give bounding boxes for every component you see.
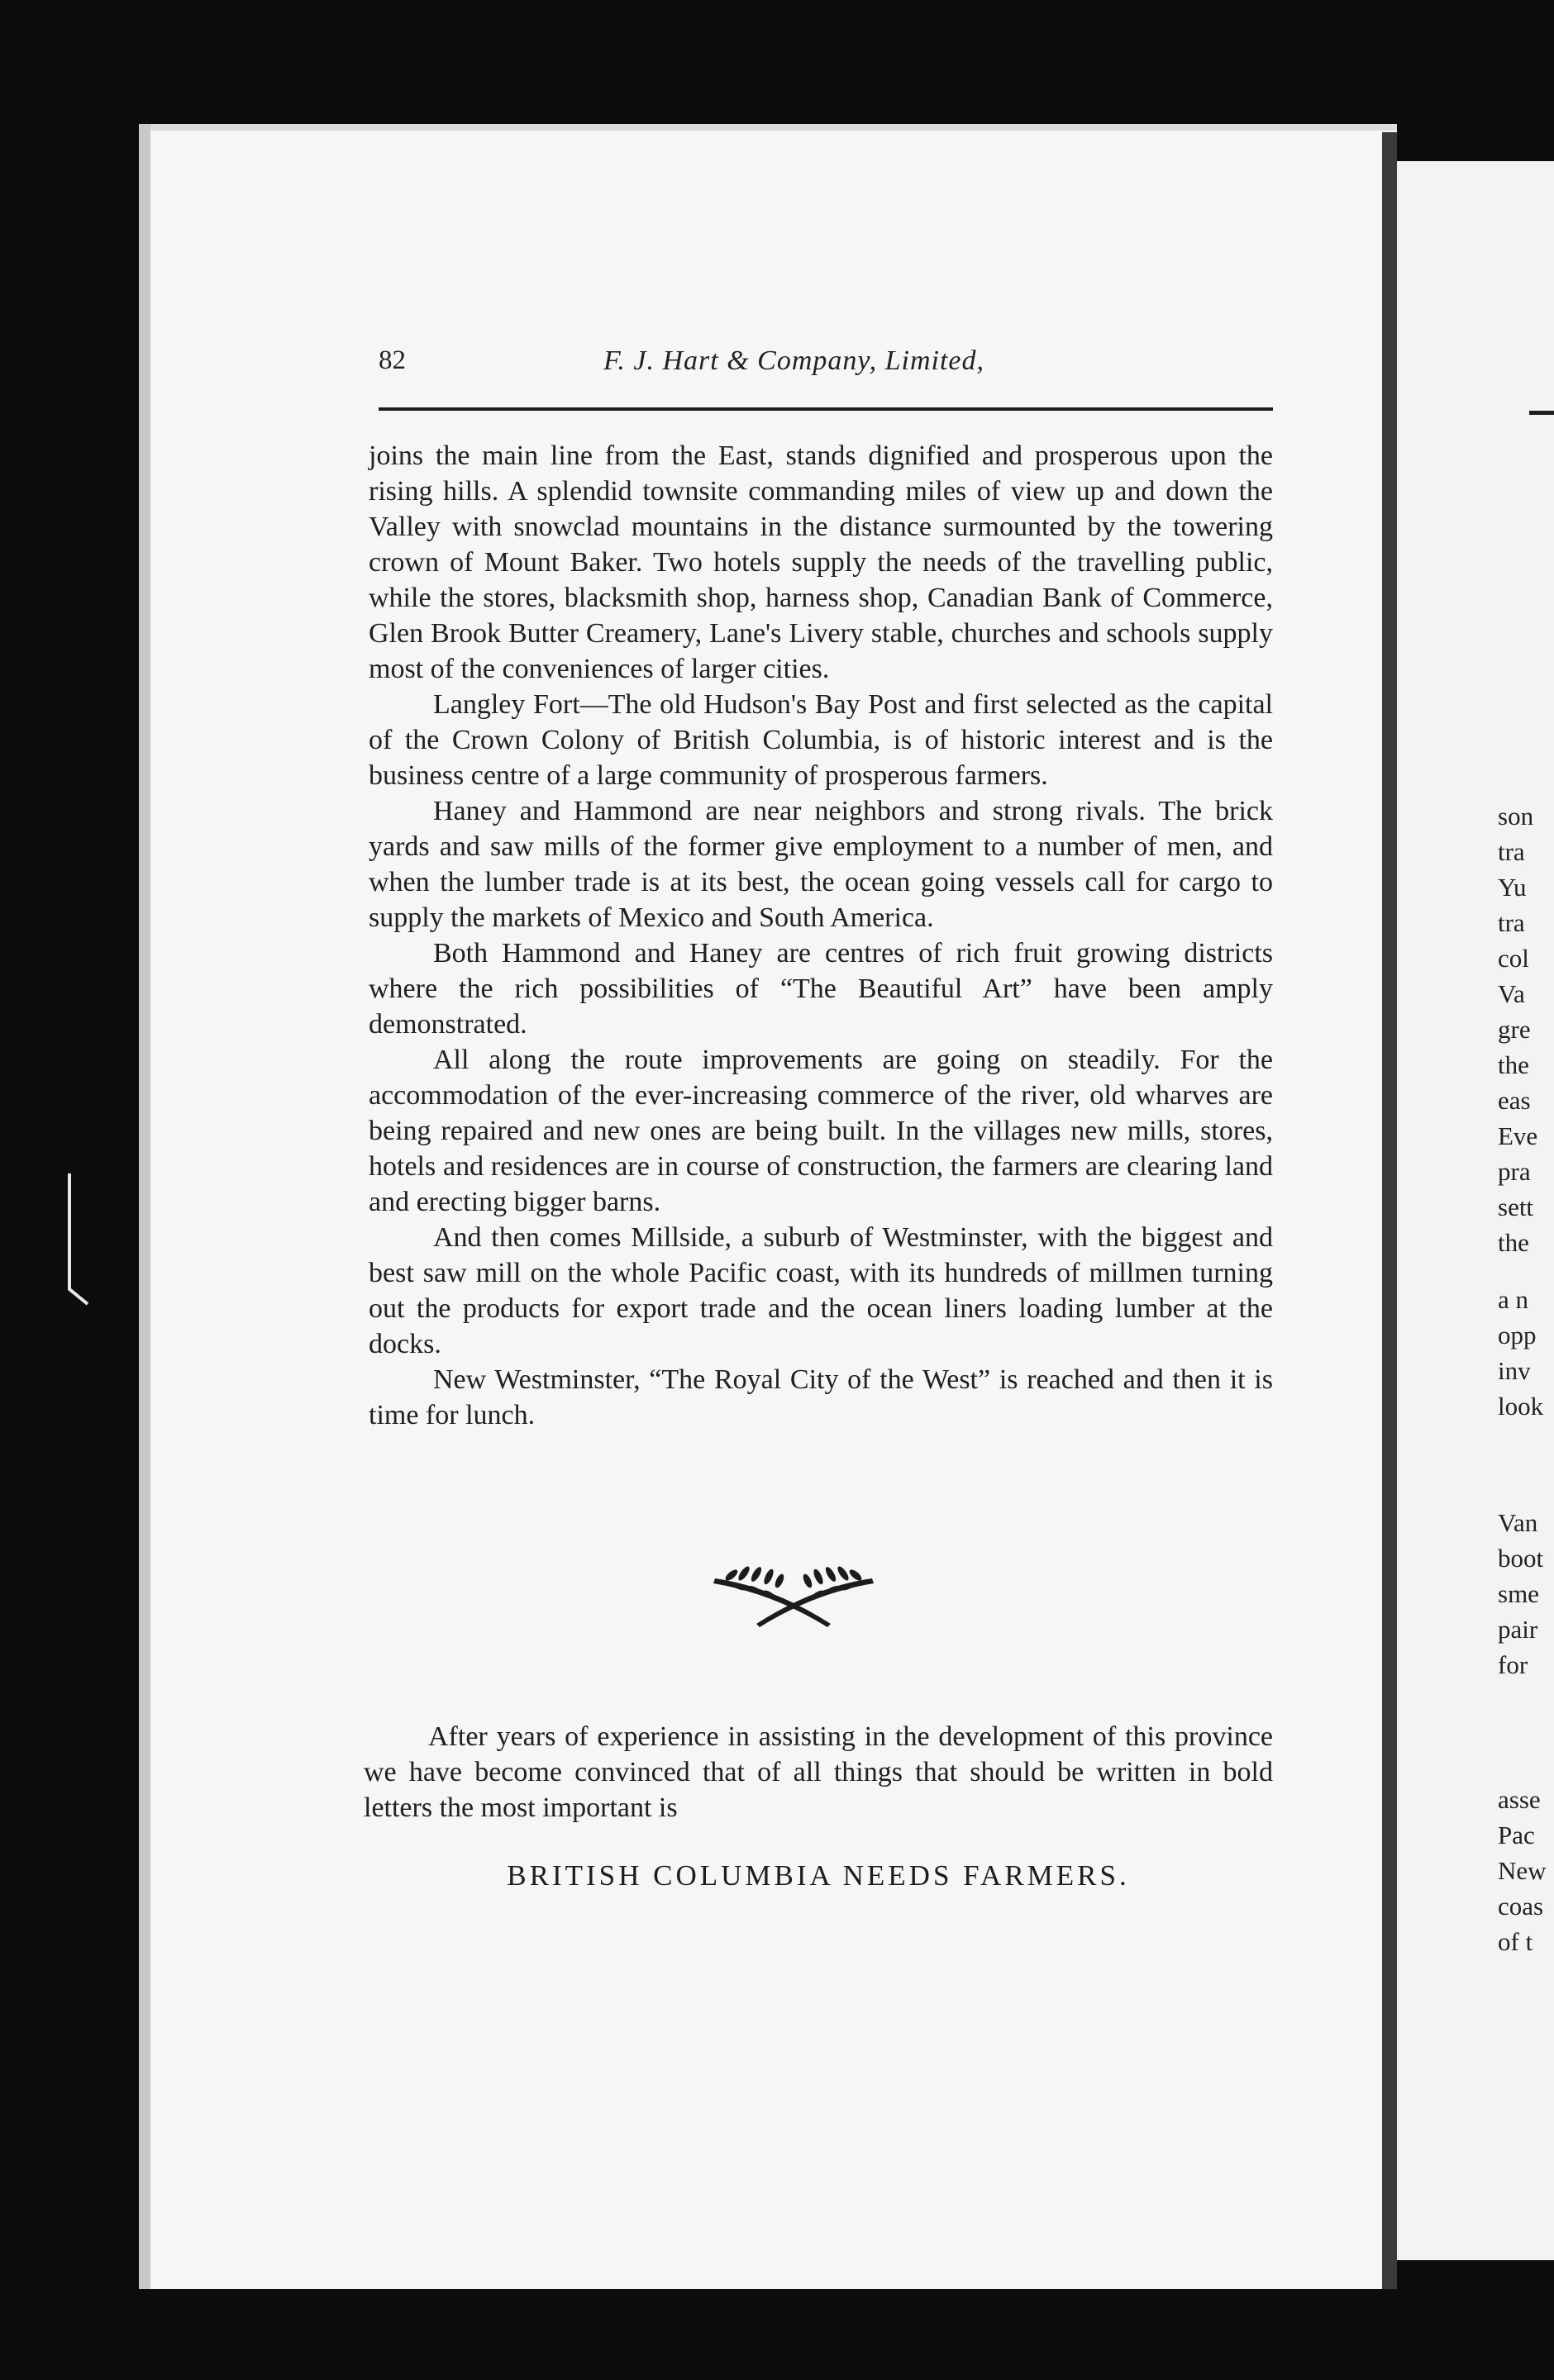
facing-fragment: son (1498, 802, 1534, 831)
page-number: 82 (379, 345, 406, 375)
facing-fragment: opp (1498, 1321, 1537, 1349)
facing-page-rule (1529, 411, 1554, 415)
facing-fragment: of t (1498, 1927, 1533, 1956)
paragraph: Langley Fort—The old Hudson's Bay Post and first selected as the capital of the Crown Colony of British Columbia, is of historic interest and is the business centre of a large community of prosperous farmers. (369, 689, 1273, 791)
facing-fragment: pra (1498, 1157, 1531, 1186)
closing-text (364, 1719, 1273, 1825)
facing-fragment: look (1498, 1392, 1544, 1421)
facing-fragment: Va (1498, 979, 1525, 1008)
facing-fragment: coas (1498, 1892, 1544, 1921)
facing-fragment: Eve (1498, 1121, 1538, 1150)
facing-fragment: sme (1498, 1579, 1539, 1608)
facing-fragment: inv (1498, 1356, 1531, 1385)
facing-fragment: eas (1498, 1086, 1531, 1115)
facing-fragment: Yu (1498, 873, 1527, 902)
running-title: F. J. Hart & Company, Limited, (603, 345, 984, 376)
paragraph: And then comes Millside, a suburb of Westminster, with the biggest and best saw mill on the whole Pacific coast, with its hundreds of millmen turning out the products for export trade and the ocean liners loading lumber at the docks. (369, 1222, 1273, 1359)
header-rule (379, 407, 1273, 411)
margin-pencil-mark (58, 1173, 91, 1306)
facing-fragment: for (1498, 1650, 1528, 1679)
facing-fragment: col (1498, 944, 1529, 973)
book-gutter (1382, 132, 1397, 2289)
facing-fragment: sett (1498, 1192, 1534, 1221)
facing-fragment: New (1498, 1856, 1547, 1885)
paragraph: joins the main line from the East, stands dignified and prosperous upon the rising hills. A splendid townsite commanding miles of view up and down the Valley with snowclad mountains in the distance surmounted by the towering crown of Mount Baker. Two hotels supply the needs of the travelling public, while the stores, blacksmith shop, harness shop, Canadian Bank of Commerce, Glen Brook Butter Creamery, Lane's Livery stable, churches and schools supply most of the conveniences of larger cities. (369, 440, 1273, 684)
paragraph: All along the route improvements are going on steadily. For the accommodation of the ever-increasing commerce of the river, old wharves are being repaired and new ones are being built. In the villages new mills, stores, hotels and residences are in course of construction, the farmers are clearing land and erecting bigger barns. (369, 1045, 1273, 1217)
body-text (369, 438, 1273, 1433)
facing-fragment: the (1498, 1050, 1529, 1079)
facing-fragment: gre (1498, 1015, 1531, 1044)
facing-fragment: pair (1498, 1615, 1538, 1644)
facing-fragment: boot (1498, 1544, 1544, 1573)
paragraph: Haney and Hammond are near neighbors and strong rivals. The brick yards and saw mills of the former give employment to a number of men, and when the lumber trade is at its best, the ocean going vessels call for cargo to supply the markets of Mexico and South America. (369, 796, 1273, 933)
closing-paragraph: After years of experience in assisting in the development of this province we have become convinced that of all things that should be written in bold letters the most important is (364, 1721, 1273, 1823)
facing-fragment: asse (1498, 1785, 1541, 1814)
facing-fragment: tra (1498, 908, 1525, 937)
facing-fragment: tra (1498, 837, 1525, 866)
crossed-branches-ornament (707, 1554, 880, 1628)
facing-fragment: Van (1498, 1508, 1538, 1537)
paragraph: New Westminster, “The Royal City of the West” is reached and then it is time for lunch. (369, 1364, 1273, 1430)
facing-fragment: a n (1498, 1285, 1529, 1314)
slogan: BRITISH COLUMBIA NEEDS FARMERS. (507, 1859, 1130, 1892)
facing-fragment: Pac (1498, 1821, 1535, 1849)
facing-fragment: the (1498, 1228, 1529, 1257)
running-head (379, 345, 1271, 387)
facing-page-edge (1397, 161, 1554, 2260)
paragraph: Both Hammond and Haney are centres of rich fruit growing districts where the rich possibilities of “The Beautiful Art” have been amply demonstrated. (369, 938, 1273, 1040)
